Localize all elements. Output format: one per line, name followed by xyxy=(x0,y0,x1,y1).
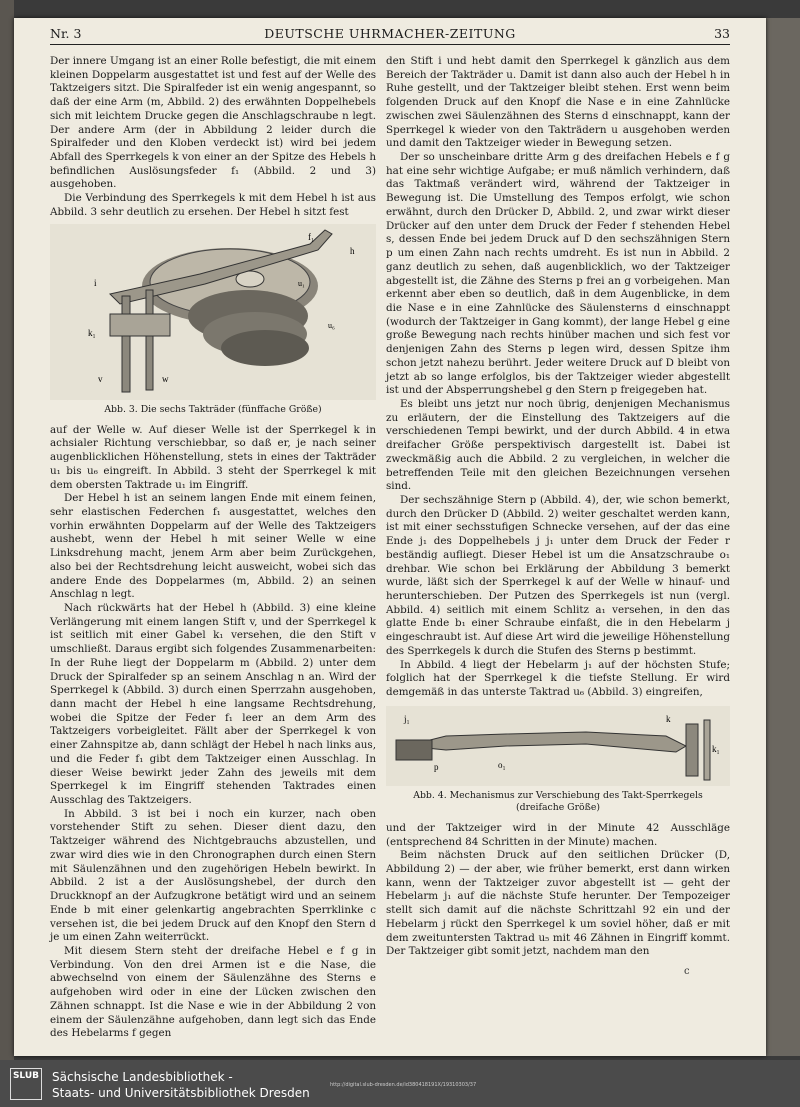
svg-text:u₆: u₆ xyxy=(328,320,335,330)
paragraph: In Abbild. 4 liegt der Hebelarm j₁ auf der höchsten Stufe; folglich hat der Sperrkegel k die tiefste Stellung. Er wird demgemäß in das unterste Taktrad u₆ (Abbild. 3) eingreifen, xyxy=(386,658,730,699)
svg-text:f₁: f₁ xyxy=(308,231,315,242)
svg-text:k₁: k₁ xyxy=(712,743,720,754)
paragraph: Mit diesem Stern steht der dreifache Hebel e f g in Verbindung. Von den drei Armen ist e die Nase, die abwechselnd von einem der Säulenzähne des Sterns e aufgehoben wird oder in eine der Lücken zwischen den Zähnen schnappt. Ist die Nase e wie in der Abbildung 2 von einem der Säulenzähne aufgehoben, dann legt sich das Ende des Hebelarms f gegen xyxy=(50,944,376,1040)
paragraph: In Abbild. 3 ist bei i noch ein kurzer, nach oben vorstehender Stift zu sehen. Dieser dient dazu, den Taktzeiger während des Nichtgebrauchs abzustellen, und zwar wird dies wie in den Chronographen durch einen Stern mit Säulenzähnen und den zugehörigen Hebeln bewirkt. In Abbild. 2 ist a der Auslösungshebel, der durch den Druckknopf an der Aufzugkrone betätigt wird und an seinem Ende b mit einer gelenkartig angebrachten Sperrklinke c versehen ist, die bei jedem Druck auf den Knopf den Stern d je um einen Zahn weiterrückt. xyxy=(50,807,376,944)
svg-text:p: p xyxy=(434,761,439,772)
figure-3-caption: Abb. 3. Die sechs Takträder (fünffache Größe) xyxy=(104,403,322,415)
paragraph: den Stift i und hebt damit den Sperrkegel k gänzlich aus dem Bereich der Takträder u. Damit ist dann also auch der Hebel h in Ruhe gestellt, und der Taktzeiger bleibt stehen. Erst wenn beim folgenden Druck auf den Knopf die Nase e in eine Zahnlücke zwischen zwei Säulenzähnen des Sterns d einschnappt, kann der Sperrkegel k wieder von den Takträdern u ausgehoben werden und damit den Taktzeiger wieder in Bewegung setzen. xyxy=(386,55,730,150)
figure-4-caption xyxy=(386,790,730,814)
paragraph: Der Hebel h ist an seinem langen Ende mit einem feinen, sehr elastischen Federchen f₁ ausgestattet, welches den vorhin erwähnten Doppelarm auf der Welle des Taktzeigers aushebt, wenn der Hebel h mit seiner Welle w eine Linksdrehung macht, jenem Arm aber beim Zurückgehen, also bei der Rechtsdrehung leicht ausweicht, wobei sich das andere Ende des Doppelarmes (m, Abbild. 2) an seinen Anschlag n legt. xyxy=(50,492,376,601)
figure-4-caption-line: (dreifache Größe) xyxy=(516,801,600,813)
paragraph: Der innere Umgang ist an einer Rolle befestigt, die mit einem kleinen Doppelarm ausgestattet ist und fest auf der Welle des Taktzeigers sitzt. Die Spiralfeder ist ein wenig angespannt, so daß der eine Arm (m, Abbild. 2) des erwähnten Doppelhebels sich mit leichtem Drucke gegen die Anschlagschraube n legt. Der andere Arm (der in Abbildung 2 leider durch die Spiralfeder und den Kloben verdeckt ist) wird bei jedem Abfall des Sperrkegels k von einer an der Spitze des Hebels h befindlichen Auslösungsfeder f₁ (Abbild. 2 und 3) ausgehoben. xyxy=(50,55,376,191)
book-binding xyxy=(0,0,14,1060)
right-column xyxy=(386,55,730,959)
paragraph: Es bleibt uns jetzt nur noch übrig, denjenigen Mechanismus zu erläutern, der die Einstellung des Taktzeigers auf die verschiedenen Tempi bewirkt, und der durch Abbild. 4 in etwa dreifacher Größe perspektivisch dargestellt ist. Dabei ist zweckmäßig auch die Abbild. 2 zu vergleichen, in welcher die betreffenden Teile mit den gleichen Bezeichnungen versehen sind. xyxy=(386,397,730,493)
library-footer xyxy=(0,1060,800,1107)
svg-text:v: v xyxy=(98,373,103,384)
paragraph: und der Taktzeiger wird in der Minute 42 Ausschläge (entsprechend 84 Schritten in der Minute) machen. xyxy=(386,821,730,848)
page-edge xyxy=(766,18,800,1056)
permalink[interactable]: http://digital.slub-dresden.de/id380418191X/19310303/37 xyxy=(330,1082,477,1088)
paragraph: Beim nächsten Druck auf den seitlichen Drücker (D, Abbildung 2) — der aber, wie früher bemerkt, erst dann wirken kann, wenn der Taktzeiger zuvor abgestellt ist — geht der Hebelarm j₁ auf die nächste Stufe herunter. Der Tempozeiger stellt sich damit auf die nächste Schrittzahl 92 ein und der Hebelarm j rückt den Sperrkegel k um soviel höher, daß er mit dem zweituntersten Taktrad u₅ mit 46 Zähnen in Eingriff kommt. Der Taktzeiger gibt somit jetzt, nachdem man den xyxy=(386,849,730,958)
svg-text:k: k xyxy=(666,713,671,724)
paragraph: Nach rückwärts hat der Hebel h (Abbild. 3) eine kleine Verlängerung mit einem langen Stift v, und der Sperrkegel k ist seitlich mit einer Gabel k₁ versehen, die den Stift v umschließt. Daraus ergibt sich folgendes Zusammenarbeiten: In der Ruhe liegt der Doppelarm m (Abbild. 2) unter dem Druck der Spiralfeder sp an seinem Anschlag n an. Wird der Sperrkegel k (Abbild. 3) durch einen Sperrzahn ausgehoben, dann macht der Hebel h eine langsame Rechtsdrehung, wobei die Spitze der Feder f₁ leer an dem Arm des Taktzeigers vorbeigleitet. Fällt aber der Sperrkegel k von einer Zahnspitze ab, dann schlägt der Hebel h nach links aus, und die Feder f₁ gibt dem Taktzeiger einen Ausschlag. In dieser Weise bewirkt jeder Zahn des jeweils mit dem Sperrkegel k im Eingriff stehenden Taktrades einen Ausschlag des Taktzeigers. xyxy=(50,601,376,807)
svg-text:i: i xyxy=(94,277,97,288)
svg-text:w: w xyxy=(162,373,169,384)
paragraph: auf der Welle w. Auf dieser Welle ist der Sperrkegel k in achsialer Richtung verschiebbar, so daß er, je nach seiner augenblicklichen Höhenstellung, stets in eines der Takträder u₁ bis u₆ eingreift. In Abbild. 3 steht der Sperrkegel k mit dem obersten Taktrade u₁ im Eingriff. xyxy=(50,423,376,491)
library-name-line2: Staats- und Universitätsbibliothek Dresden xyxy=(52,1086,310,1100)
paragraph: Der so unscheinbare dritte Arm g des dreifachen Hebels e f g hat eine sehr wichtige Aufgabe; er muß nämlich verhindern, daß das Taktmaß verändert wird, während der Taktzeiger in Bewegung ist. Die Umstellung des Tempos erfolgt, wie schon erwähnt, durch den Drücker D, Abbild. 2, und zwar wirkt dieser Drücker auf den unter dem Druck der Feder f stehenden Hebel s, dessen Ende bei jedem Druck auf D den sechszähnigen Stern p um einen Zahn nach rechts umdreht. Es ist nun in Abbild. 2 ganz deutlich zu sehen, daß augenblicklich, wo der Taktzeiger abgestellt ist, die Zähne des Sterns p frei an g vorbeigehen. Man erkennt aber eben so deutlich, daß in dem Augenblicke, in dem die Nase e in eine Zahnlücke des Säulensterns d einschnappt (wodurch der Taktzeiger in Gang kommt), der lange Hebel g eine große Bewegung nach rechts hinüber machen und sich fest vor denjenigen Zahn des Sterns p legen wird, dessen Spitze ihm schon jetzt nahezu berührt. Jeder weitere Druck auf D bleibt von jetzt ab so lange erfolglos, bis der Taktzeiger wieder abgestellt ist und der Absperrungshebel g den Stern p freigegeben hat. xyxy=(386,151,730,397)
figure-4-caption-line: Abb. 4. Mechanismus zur Verschiebung des Takt-Sperrkegels xyxy=(413,789,703,801)
figure-3 xyxy=(50,224,376,400)
svg-text:u₁: u₁ xyxy=(298,278,305,288)
slub-logo: SLUB xyxy=(10,1068,42,1100)
left-column xyxy=(50,55,376,1041)
lever-mechanism-illustration xyxy=(386,706,730,786)
gear-train-illustration xyxy=(50,224,376,400)
library-name-line1: Sächsische Landesbibliothek - xyxy=(52,1070,233,1084)
header-rule xyxy=(50,44,730,45)
paragraph: Der sechszähnige Stern p (Abbild. 4), der, wie schon bemerkt, durch den Drücker D (Abbild. 2) weiter geschaltet werden kann, ist mit einer sechsstufigen Schnecke versehen, auf der das eine Ende j₁ des Doppelhebels j j₁ unter dem Druck der Feder r beständig aufliegt. Dieser Hebel ist um die Ansatzschraube o₁ drehbar. Wie schon bei Erklärung der Abbildung 3 bemerkt wurde, läßt sich der Sperrkegel k auf der Welle w hinauf- und herunterschieben. Der Putzen des Sperrkegels ist nun (vergl. Abbild. 4) seitlich mit einem Schlitz a₁ versehen, in den das glatte Ende b₁ einer Schraube einfaßt, die in den Hebelarm j eingeschraubt ist. Auf diese Art wird die jeweilige Höhenstellung des Sperrkegels k durch die Stufen des Sterns p bestimmt. xyxy=(386,494,730,657)
signature-mark: c xyxy=(684,966,690,977)
paragraph: Die Verbindung des Sperrkegels k mit dem Hebel h ist aus Abbild. 3 sehr deutlich zu ersehen. Der Hebel h sitzt fest xyxy=(50,192,376,218)
page-header xyxy=(50,22,730,42)
issue-number: Nr. 3 xyxy=(50,26,82,41)
svg-text:o₁: o₁ xyxy=(498,759,506,770)
journal-title: DEUTSCHE UHRMACHER-ZEITUNG xyxy=(264,26,516,41)
figure-4 xyxy=(386,706,730,786)
svg-text:k₁: k₁ xyxy=(88,327,96,338)
svg-text:j₁: j₁ xyxy=(404,713,410,724)
svg-text:h: h xyxy=(350,245,355,256)
page-number: 33 xyxy=(714,26,730,41)
